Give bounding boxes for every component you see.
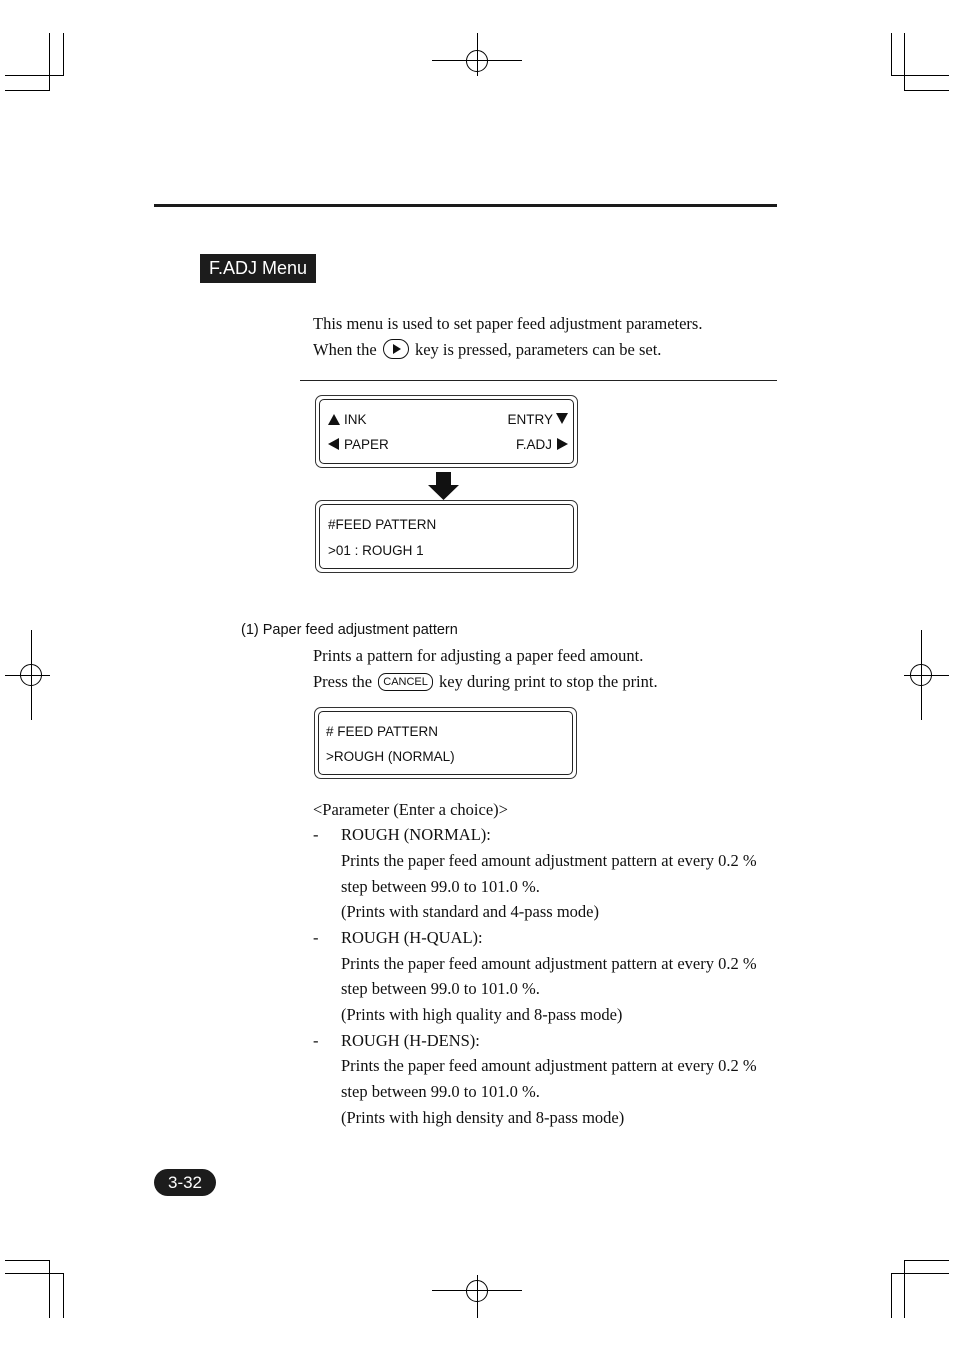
manual-page: F.ADJ Menu This menu is used to set paper feed adjustment parameters. When the key is pressed, parameters can be set. INK ENTRY PAPER F.ADJ #FEED PATTERN >01 : ROUGH 1 (1) Paper feed adjustment pattern Prints a pattern for adjusting a paper feed amount. Press the CANCEL key during print to stop the print. # FEED PATTERN >ROUGH (NORMAL) <Parameter (Enter a choice)> - ROUGH (NORMAL): Prints the paper feed amount adjustment pattern at every 0.2 % step between 99.0 to 101.0 %. (Prints with standard and 4-pass mode) - ROUGH (H-QUAL): Prints the paper feed amount adjustment pattern at every 0.2 % step between 99.0 to 101.0 %. (Prints with high quality and 8-pass mode) - ROUGH (H-DENS): Prints the paper feed amount adjustment pattern at every 0.2 % step between 99.0 to 101.0 %. (Prints with high density and 8-pass mode) 3-32	[0, 0, 954, 1351]
header-rule	[154, 204, 777, 207]
down-flow-arrow-icon	[428, 472, 459, 500]
left-arrow-icon	[328, 438, 339, 450]
lcd-menu-top-right: ENTRY	[507, 412, 568, 427]
parameter-description: Prints the paper feed amount adjustment pattern at every 0.2 %	[341, 851, 757, 870]
lcd-feed-line-1: #FEED PATTERN	[328, 517, 437, 532]
subsection-text	[313, 643, 658, 695]
lcd-rough-normal-display	[314, 707, 577, 779]
subsection-line-1: Prints a pattern for adjusting a paper feed amount.	[313, 646, 644, 665]
intro-text	[313, 311, 702, 363]
parameter-description: Prints the paper feed amount adjustment pattern at every 0.2 %	[341, 1056, 757, 1075]
right-arrow-icon	[557, 438, 568, 450]
parameter-description: step between 99.0 to 101.0 %.	[341, 979, 540, 998]
cancel-key-icon: CANCEL	[378, 673, 433, 691]
parameter-description: step between 99.0 to 101.0 %.	[341, 877, 540, 896]
divider	[300, 380, 777, 381]
lcd-menu-display	[315, 395, 578, 468]
subsection-line-2: Press the CANCEL key during print to stop the print.	[313, 672, 658, 691]
section-heading: F.ADJ Menu	[200, 254, 316, 283]
lcd-menu-bottom-right: F.ADJ	[516, 437, 568, 452]
parameter-heading: <Parameter (Enter a choice)>	[313, 800, 508, 819]
intro-line-2: When the key is pressed, parameters can be set.	[313, 340, 662, 359]
lcd-rough-line-1: # FEED PATTERN	[326, 724, 439, 739]
lcd-feed-line-2: >01 : ROUGH 1	[328, 543, 424, 558]
page-number-badge: 3-32	[154, 1169, 216, 1196]
up-arrow-icon	[328, 414, 340, 425]
parameter-note: (Prints with standard and 4-pass mode)	[341, 902, 599, 921]
lcd-rough-line-2: >ROUGH (NORMAL)	[326, 749, 455, 764]
parameter-description: step between 99.0 to 101.0 %.	[341, 1082, 540, 1101]
parameter-name: ROUGH (H-DENS):	[341, 1031, 480, 1050]
lcd-feed-pattern-display	[315, 500, 578, 573]
subsection-heading: (1) Paper feed adjustment pattern	[241, 622, 458, 638]
parameter-note: (Prints with high quality and 8-pass mode)	[341, 1005, 623, 1024]
parameter-description: Prints the paper feed amount adjustment pattern at every 0.2 %	[341, 954, 757, 973]
parameter-note: (Prints with high density and 8-pass mode)	[341, 1108, 625, 1127]
parameter-name: ROUGH (NORMAL):	[341, 825, 491, 844]
down-arrow-icon	[556, 413, 568, 424]
lcd-menu-top-left: INK	[328, 412, 367, 427]
lcd-menu-bottom-left: PAPER	[328, 437, 389, 452]
intro-line-1: This menu is used to set paper feed adjustment parameters.	[313, 314, 703, 333]
right-arrow-key-icon	[383, 339, 409, 359]
parameter-name: ROUGH (H-QUAL):	[341, 928, 483, 947]
